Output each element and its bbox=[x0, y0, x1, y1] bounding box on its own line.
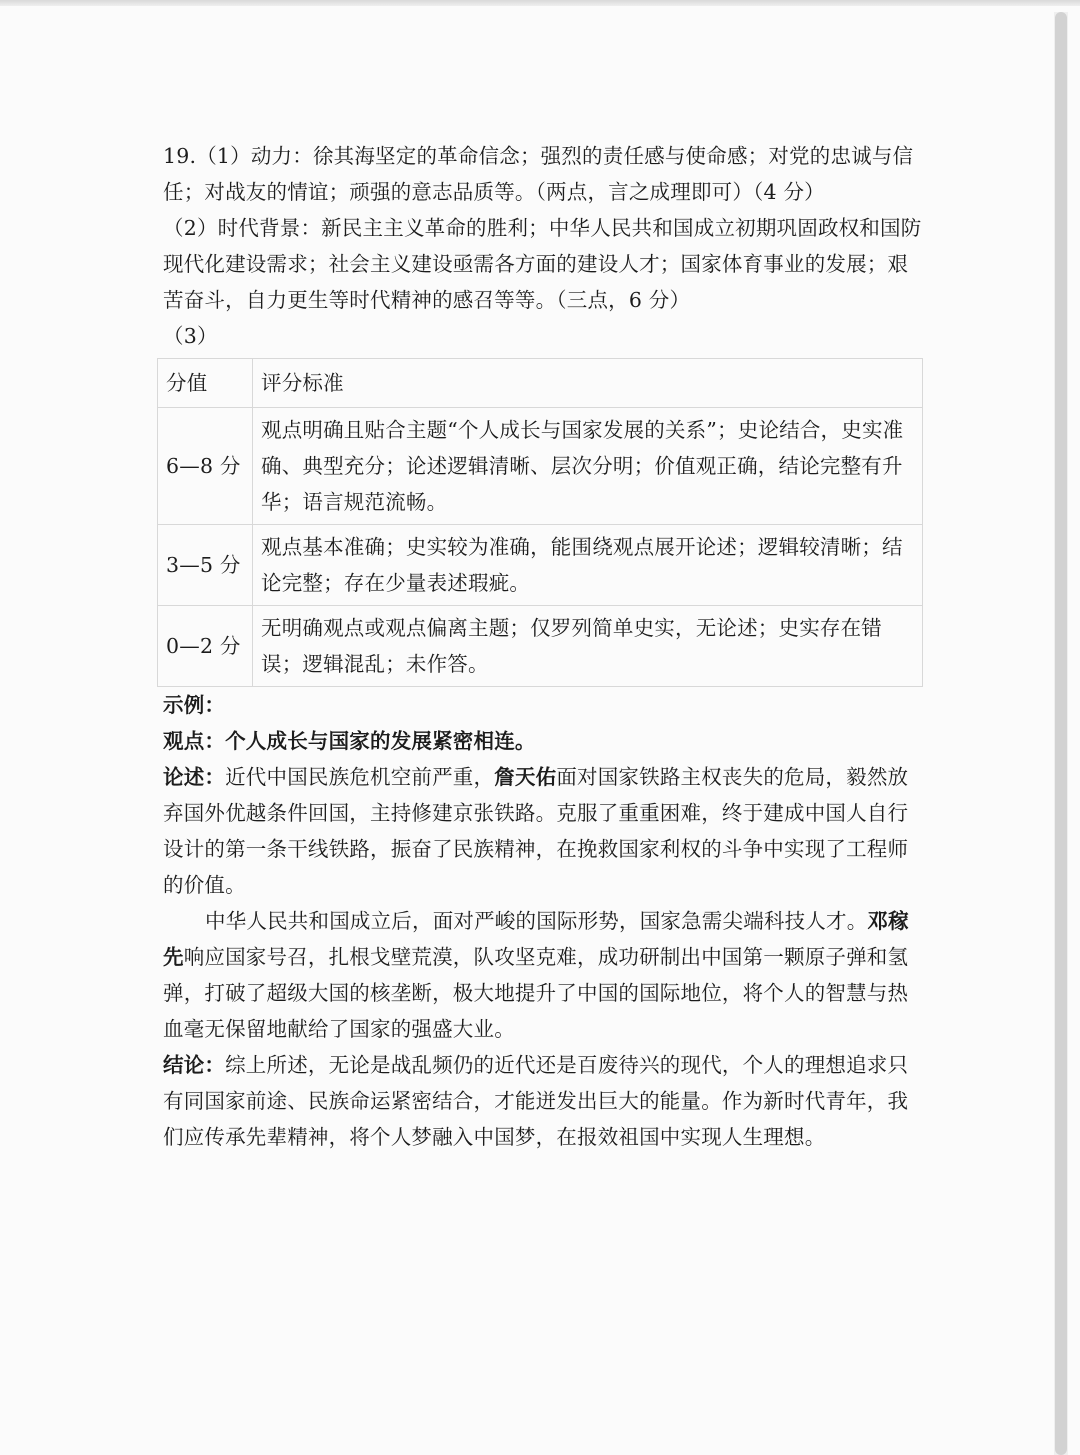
rubric-criteria: 观点基本准确；史实较为准确，能围绕观点展开论述；逻辑较清晰；结论完整；存在少量表述瑕疵。 bbox=[253, 525, 923, 606]
rubric-header-row bbox=[158, 359, 923, 408]
conclusion-label: 结论： bbox=[163, 1053, 226, 1077]
person-name-deng-jiaxian: 邓稼先 bbox=[163, 909, 909, 969]
example-title: 示例： bbox=[163, 693, 226, 717]
rubric-row bbox=[158, 525, 923, 606]
q19-part3: （3） bbox=[163, 324, 218, 348]
example-argument-para2 bbox=[163, 903, 923, 1047]
example-conclusion bbox=[163, 1047, 923, 1155]
para1-text-post: 面对国家铁路主权丧失的危局，毅然放弃国外优越条件回国，主持修建京张铁路。克服了重重困难，终于建成中国人自行设计的第一条干线铁路，振奋了民族精神，在挽救国家利权的斗争中实现了工程师的价值。 bbox=[163, 765, 909, 897]
para2-text-post: 响应国家号召，扎根戈壁荒漠，队攻坚克难，成功研制出中国第一颗原子弹和氢弹，打破了超级大国的核垄断，极大地提升了中国的国际地位，将个人的智慧与热血毫无保留地献给了国家的强盛大业。 bbox=[163, 945, 909, 1041]
scrollbar-thumb[interactable] bbox=[1055, 12, 1067, 1455]
argument-label: 论述： bbox=[163, 765, 226, 789]
para2-text-pre: 中华人民共和国成立后，面对严峻的国际形势，国家急需尖端科技人才。 bbox=[205, 909, 868, 933]
person-name-zhan-tianyou: 詹天佑 bbox=[494, 765, 557, 789]
rubric-criteria: 观点明确且贴合主题“个人成长与国家发展的关系”；史论结合，史实准确、典型充分；论述逻辑清晰、层次分明；价值观正确，结论完整有升华；语言规范流畅。 bbox=[253, 408, 923, 525]
page-top-edge bbox=[0, 0, 1080, 6]
rubric-score: 3—5 分 bbox=[158, 525, 253, 606]
rubric-criteria: 无明确观点或观点偏离主题；仅罗列简单史实，无论述；史实存在错误；逻辑混乱；未作答。 bbox=[253, 606, 923, 687]
rubric-header-criteria: 评分标准 bbox=[253, 359, 923, 408]
rubric-score: 0—2 分 bbox=[158, 606, 253, 687]
rubric-row bbox=[158, 606, 923, 687]
para1-text-pre: 近代中国民族危机空前严重， bbox=[225, 765, 495, 789]
q19-part1: 19.（1）动力：徐其海坚定的革命信念；强烈的责任感与使命感；对党的忠诚与信任；对战友的情谊；顽强的意志品质等。（两点，言之成理即可）（4 分） bbox=[163, 144, 914, 204]
example-argument-para1 bbox=[163, 759, 923, 903]
example-viewpoint: 观点：个人成长与国家的发展紧密相连。 bbox=[163, 729, 536, 753]
q19-part2: （2）时代背景：新民主主义革命的胜利；中华人民共和国成立初期巩固政权和国防现代化建设需求；社会主义建设亟需各方面的建设人才；国家体育事业的发展；艰苦奋斗，自力更生等时代精神的感召等等。（三点，6 分） bbox=[163, 216, 922, 312]
conclusion-text: 综上所述，无论是战乱频仍的近代还是百废待兴的现代，个人的理想追求只有同国家前途、民族命运紧密结合，才能迸发出巨大的能量。作为新时代青年，我们应传承先辈精神，将个人梦融入中国梦，在报效祖国中实现人生理想。 bbox=[163, 1053, 909, 1149]
answer-content bbox=[163, 138, 923, 1155]
rubric-row bbox=[158, 408, 923, 525]
rubric-score: 6—8 分 bbox=[158, 408, 253, 525]
rubric-header-score: 分值 bbox=[158, 359, 253, 408]
rubric-table bbox=[157, 358, 923, 687]
